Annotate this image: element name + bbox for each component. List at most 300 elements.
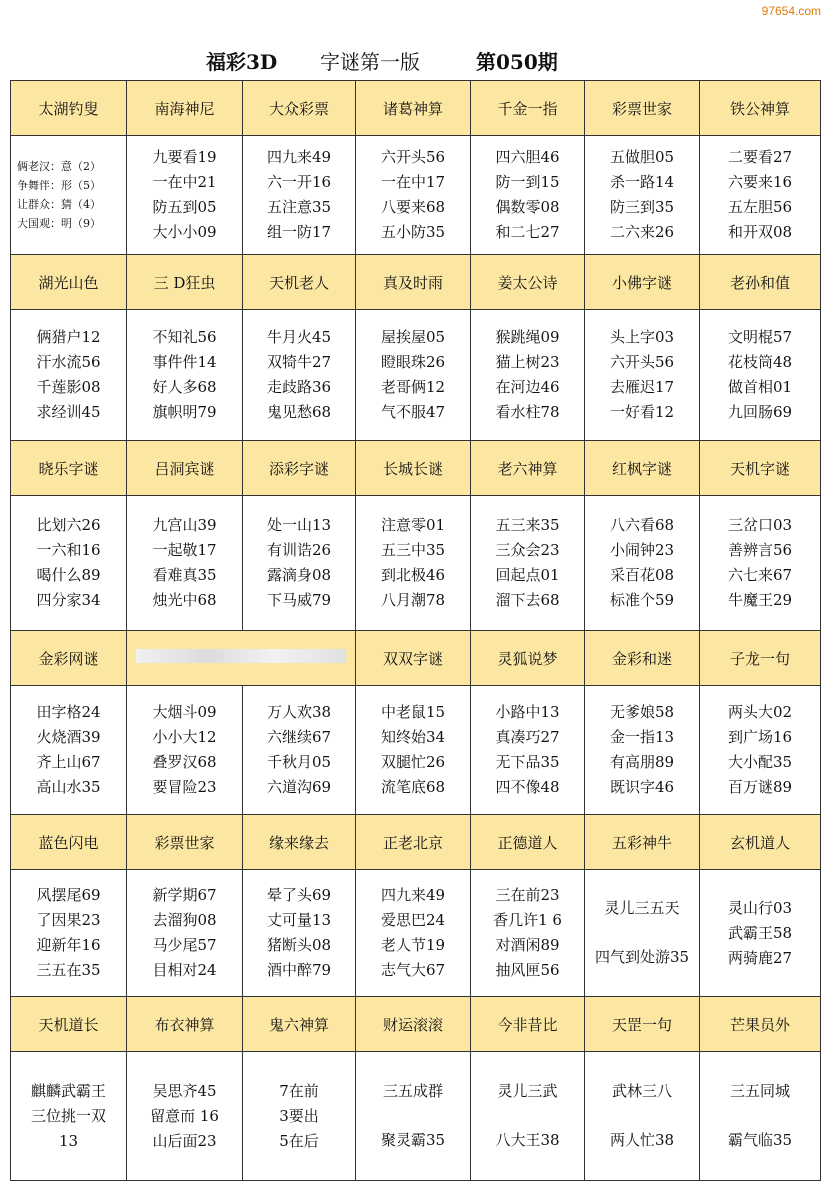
header-label: 大众彩票: [268, 99, 329, 118]
prediction-cell: [471, 310, 585, 441]
cell-line: 到广场16: [727, 728, 793, 746]
cell-line: 7在前: [279, 1081, 319, 1100]
cell-line: 小小大12: [152, 728, 217, 746]
cell-line: 灵儿三五天: [604, 899, 680, 917]
cell-line: 下马威79: [266, 591, 332, 609]
prediction-cell: [471, 870, 585, 997]
header-row: [11, 81, 821, 136]
cell-line: 防五到05: [152, 198, 217, 216]
header-label: 正德道人: [497, 833, 558, 852]
cell-line: 知终始34: [380, 728, 446, 746]
cell-line: 丈可量13: [266, 911, 332, 929]
header-label: 天机道长: [38, 1015, 99, 1034]
cell-line: 晕了头69: [266, 886, 332, 904]
prediction-row: [11, 1052, 821, 1181]
prediction-cell: [127, 870, 243, 997]
header-label: 老六神算: [497, 459, 558, 478]
prediction-cell: [11, 496, 127, 631]
cell-line: 六开头56: [380, 148, 446, 166]
header-label: 正老北京: [382, 833, 443, 852]
cell-line: 牛月火45: [266, 328, 332, 346]
column-header: [585, 631, 700, 686]
column-header: [127, 255, 243, 310]
header-label: 彩票世家: [154, 833, 215, 852]
cell-line: 灵山行03: [727, 898, 793, 917]
cell-line: 三五在35: [36, 961, 101, 979]
cell-line: 千秋月05: [266, 753, 332, 771]
cell-line: 万人欢38: [266, 703, 332, 721]
column-header: [127, 441, 243, 496]
cell-spacer: [471, 1104, 584, 1128]
cell-line: 三在前23: [495, 886, 560, 904]
cell-line: 回起点01: [495, 566, 560, 584]
cell-line: 到北极46: [380, 566, 446, 584]
header-label: 玄机道人: [729, 833, 790, 852]
cell-line: 大烟斗09: [152, 703, 217, 721]
header-label: 三 D狂虫: [153, 273, 216, 292]
prediction-cell: [127, 496, 243, 631]
header-label: 天罡一句: [611, 1015, 672, 1034]
header-label: 芒果员外: [729, 1015, 790, 1034]
site-watermark: 97654.com: [761, 4, 821, 18]
column-header: [243, 81, 356, 136]
prediction-cell: [356, 136, 471, 255]
cell-line: 百万谜89: [727, 778, 793, 796]
header-label: 长城长谜: [382, 459, 443, 478]
cell-line: 老哥俩12: [380, 378, 446, 396]
header-label: 太湖钓叟: [38, 99, 99, 118]
header-label: 吕洞宾谜: [154, 459, 215, 478]
cell-line: 俩老汉：意（2）: [17, 160, 101, 173]
cell-spacer: [585, 921, 699, 945]
cell-line: 四分家34: [36, 591, 101, 609]
cell-line: 两人忙38: [609, 1131, 675, 1149]
header-label: 姜太公诗: [497, 273, 558, 292]
cell-line: 标准个59: [609, 591, 675, 609]
prediction-cell: [585, 496, 700, 631]
cell-line: 霸气临35: [727, 1131, 793, 1149]
cell-line: 火烧酒39: [36, 728, 101, 746]
cell-line: 真凑巧27: [495, 728, 560, 746]
column-header: [585, 81, 700, 136]
cell-line: 和开双08: [727, 223, 793, 241]
cell-line: 猴跳绳09: [495, 328, 560, 346]
cell-line: 汗水流56: [36, 353, 101, 371]
cell-line: 五小防35: [380, 223, 446, 241]
cell-line: 和二七27: [495, 223, 560, 241]
cell-line: 了因果23: [36, 911, 101, 929]
column-header: [11, 81, 127, 136]
header-label: 今非昔比: [497, 1015, 558, 1034]
prediction-cell: [471, 136, 585, 255]
cell-line: 九要看19: [152, 148, 217, 166]
column-header: [11, 631, 127, 686]
cell-line: 齐上山67: [36, 753, 101, 771]
header-label: 双双字谜: [382, 649, 443, 668]
prediction-cell: [585, 1052, 700, 1181]
column-header: [356, 997, 471, 1052]
cell-line: 大小小09: [152, 223, 217, 241]
column-header: [243, 997, 356, 1052]
cell-line: 屋挨屋05: [380, 328, 446, 346]
cell-line: 新学期67: [152, 886, 217, 904]
cell-line: 小闹钟23: [609, 541, 675, 559]
cell-line: 处一山13: [266, 516, 332, 534]
cell-line: 叠罗汉68: [152, 753, 217, 771]
column-header: [243, 815, 356, 870]
column-header: [471, 997, 585, 1052]
cell-line: 3要出: [279, 1106, 319, 1125]
header-label: 天机字谜: [729, 459, 790, 478]
column-header: [471, 631, 585, 686]
prediction-cell: [243, 1052, 356, 1181]
column-header: [700, 441, 821, 496]
prediction-cell: [471, 1052, 585, 1181]
cell-line: 迎新年16: [36, 936, 101, 954]
prediction-cell: [11, 136, 127, 255]
cell-line: 让群众：猜（4）: [17, 198, 101, 211]
prediction-row: [11, 870, 821, 997]
header-row: [11, 631, 821, 686]
column-header: [127, 631, 356, 686]
column-header: [585, 997, 700, 1052]
cell-line: 争舞伴：形（5）: [17, 179, 101, 192]
cell-line: 文明棍57: [727, 328, 793, 346]
header-label: 金彩和迷: [611, 649, 672, 668]
prediction-cell: [700, 136, 821, 255]
cell-line: 要冒险23: [152, 778, 217, 796]
prediction-cell: [700, 686, 821, 815]
header-row: [11, 441, 821, 496]
prediction-cell: [356, 870, 471, 997]
cell-line: 溜下去68: [495, 591, 560, 609]
cell-line: 气不服47: [380, 403, 446, 421]
cell-line: 13: [58, 1131, 79, 1150]
cell-line: 二要看27: [727, 148, 793, 166]
page-title: [0, 46, 827, 74]
header-label: 天机老人: [268, 273, 329, 292]
cell-line: 猪断头08: [266, 936, 332, 954]
cell-line: 田字格24: [36, 703, 101, 721]
cell-line: 武林三八: [611, 1082, 672, 1100]
cell-line: 无爹娘58: [609, 703, 675, 721]
cell-line: 喝什么89: [36, 566, 101, 584]
cell-line: 灵儿三武: [497, 1082, 558, 1100]
cell-line: 三众会23: [495, 541, 560, 559]
cell-line: 无下品35: [495, 753, 560, 771]
cell-line: 一好看12: [609, 403, 675, 421]
cell-line: 八六看68: [609, 516, 675, 534]
column-header: [11, 997, 127, 1052]
cell-line: 旗帜明79: [152, 403, 217, 421]
header-label: 真及时雨: [382, 273, 443, 292]
prediction-cell: [127, 136, 243, 255]
cell-line: 六七来67: [727, 566, 793, 584]
column-header: [471, 255, 585, 310]
prediction-cell: [356, 310, 471, 441]
cell-line: 六开头56: [609, 353, 675, 371]
cell-line: 风摆尾69: [36, 886, 101, 904]
prediction-cell: [243, 136, 356, 255]
cell-line: 目相对24: [152, 961, 217, 979]
cell-line: 爱思巴24: [380, 911, 446, 929]
cell-line: 麒麟武霸王: [30, 1081, 106, 1100]
cell-line: 不知礼56: [152, 328, 217, 346]
cell-line: 流笔底68: [380, 778, 446, 796]
puzzle-table: [10, 80, 821, 1181]
header-row: [11, 815, 821, 870]
cell-line: 八要来68: [380, 198, 446, 216]
header-label: 五彩神牛: [611, 833, 672, 852]
prediction-cell: [471, 686, 585, 815]
column-header: [127, 997, 243, 1052]
prediction-row: [11, 136, 821, 255]
cell-line: 三五同城: [729, 1082, 790, 1100]
header-label: 布衣神算: [154, 1015, 215, 1034]
cell-line: 大国观：明（9）: [17, 217, 101, 230]
cell-line: 四九来49: [380, 886, 446, 904]
cell-line: 酒中醉79: [266, 961, 332, 979]
header-label: 子龙一句: [729, 649, 790, 668]
cell-line: 瞪眼珠26: [380, 353, 446, 371]
prediction-cell: [11, 310, 127, 441]
cell-line: 走歧路36: [266, 378, 332, 396]
header-label: 添彩字谜: [268, 459, 329, 478]
title-lottery: 福彩3D: [206, 50, 278, 74]
title-issue: 第050期: [476, 50, 558, 74]
prediction-cell: [700, 870, 821, 997]
cell-line: 六继续67: [266, 728, 332, 746]
cell-line: 烛光中68: [152, 591, 217, 609]
cell-line: 一六和16: [36, 541, 101, 559]
header-label: 小佛字谜: [611, 273, 672, 292]
cell-line: 花枝筒48: [727, 353, 793, 371]
cell-line: 双犄牛27: [266, 353, 332, 371]
prediction-cell: [585, 136, 700, 255]
cell-line: 比划六26: [36, 516, 101, 534]
header-label: 金彩网谜: [38, 649, 99, 668]
cell-line: 留意而 16: [150, 1106, 219, 1125]
column-header: [700, 255, 821, 310]
column-header: [700, 631, 821, 686]
column-header: [700, 997, 821, 1052]
cell-line: 山后面23: [152, 1131, 217, 1150]
column-header: [127, 81, 243, 136]
cell-line: 组一防17: [266, 223, 332, 241]
prediction-cell: [585, 686, 700, 815]
column-header: [585, 815, 700, 870]
prediction-cell: [585, 310, 700, 441]
cell-line: 聚灵霸35: [380, 1131, 446, 1149]
prediction-cell: [127, 686, 243, 815]
cell-line: 高山水35: [36, 778, 101, 796]
cell-line: 九回肠69: [727, 403, 793, 421]
cell-line: 俩猎户12: [36, 328, 101, 346]
prediction-cell: [127, 1052, 243, 1181]
cell-line: 小路中13: [495, 703, 560, 721]
column-header: [243, 441, 356, 496]
prediction-cell: [243, 686, 356, 815]
cell-line: 一在中21: [152, 173, 217, 191]
cell-line: 一在中17: [380, 173, 446, 191]
header-label: 灵狐说梦: [497, 649, 558, 668]
title-name: 字谜第一版: [320, 50, 420, 74]
header-row: [11, 997, 821, 1052]
cell-line: 求经训45: [36, 403, 101, 421]
cell-line: 九宫山39: [152, 516, 217, 534]
header-label: 财运滚滚: [382, 1015, 443, 1034]
cell-line: 五左胆56: [727, 198, 793, 216]
cell-line: 六一开16: [266, 173, 332, 191]
header-label: 诸葛神算: [382, 99, 443, 118]
header-label: 鬼六神算: [268, 1015, 329, 1034]
column-header: [11, 255, 127, 310]
cell-line: 牛魔王29: [727, 591, 793, 609]
cell-line: 香几许1 6: [493, 911, 562, 929]
column-header: [127, 815, 243, 870]
cell-line: 六道沟69: [266, 778, 332, 796]
cell-line: 做首相01: [727, 378, 793, 396]
cell-line: 双腿忙26: [380, 753, 446, 771]
cell-line: 老人节19: [380, 936, 446, 954]
column-header: [471, 81, 585, 136]
column-header: [471, 815, 585, 870]
cell-line: 看水柱78: [495, 403, 560, 421]
column-header: [11, 441, 127, 496]
prediction-cell: [356, 1052, 471, 1181]
cell-line: 五做胆05: [609, 148, 675, 166]
obscured-header: [136, 649, 346, 663]
cell-line: 头上字03: [609, 328, 675, 346]
column-header: [356, 631, 471, 686]
header-label: 缘来缘去: [268, 833, 329, 852]
cell-line: 去溜狗08: [152, 911, 217, 929]
cell-spacer: [356, 1104, 470, 1128]
header-label: 铁公神算: [729, 99, 790, 118]
cell-line: 四九来49: [266, 148, 332, 166]
header-label: 湖光山色: [38, 273, 99, 292]
cell-line: 杀一路14: [609, 173, 675, 191]
prediction-cell: [11, 870, 127, 997]
prediction-cell: [11, 686, 127, 815]
cell-line: 抽风匣56: [495, 961, 560, 979]
prediction-cell: [243, 870, 356, 997]
column-header: [700, 81, 821, 136]
column-header: [585, 441, 700, 496]
cell-line: 好人多68: [152, 378, 217, 396]
cell-line: 看难真35: [152, 566, 217, 584]
cell-line: 马少尾57: [152, 936, 217, 954]
cell-line: 偶数零08: [495, 198, 560, 216]
cell-spacer: [700, 1104, 820, 1128]
cell-line: 千莲影08: [36, 378, 101, 396]
prediction-row: [11, 310, 821, 441]
cell-line: 有高朋89: [609, 753, 675, 771]
cell-line: 中老鼠15: [380, 703, 446, 721]
cell-line: 既识字46: [609, 778, 675, 796]
header-label: 千金一指: [497, 99, 558, 118]
column-header: [356, 441, 471, 496]
column-header: [11, 815, 127, 870]
column-header: [700, 815, 821, 870]
column-header: [585, 255, 700, 310]
cell-line: 去雁迟17: [609, 378, 675, 396]
prediction-cell: [127, 310, 243, 441]
cell-line: 二六来26: [609, 223, 675, 241]
cell-line: 六要来16: [727, 173, 793, 191]
cell-line: 金一指13: [609, 728, 675, 746]
column-header: [356, 81, 471, 136]
cell-spacer: [585, 1104, 699, 1128]
cell-line: 八大王38: [495, 1131, 560, 1149]
cell-line: 武霸王58: [727, 923, 793, 942]
header-row: [11, 255, 821, 310]
cell-line: 五注意35: [266, 198, 332, 216]
cell-line: 注意零01: [380, 516, 446, 534]
cell-line: 有训诰26: [266, 541, 332, 559]
cell-line: 八月潮78: [380, 591, 446, 609]
prediction-cell: [356, 686, 471, 815]
cell-line: 吴思齐45: [152, 1081, 217, 1100]
column-header: [356, 815, 471, 870]
prediction-cell: [356, 496, 471, 631]
cell-line: 志气大67: [380, 961, 446, 979]
prediction-cell: [471, 496, 585, 631]
cell-line: 鬼见愁68: [266, 403, 332, 421]
prediction-row: [11, 496, 821, 631]
cell-line: 猫上树23: [495, 353, 560, 371]
cell-line: 五三中35: [380, 541, 446, 559]
prediction-cell: [243, 496, 356, 631]
header-label: 南海神尼: [154, 99, 215, 118]
cell-line: 三位挑一双: [30, 1106, 106, 1125]
header-label: 彩票世家: [611, 99, 672, 118]
cell-line: 四气到处游35: [594, 948, 690, 966]
cell-line: 两骑鹿27: [727, 948, 793, 967]
cell-line: 四不像48: [495, 778, 560, 796]
cell-line: 三五成群: [382, 1082, 443, 1100]
header-label: 红枫字谜: [611, 459, 672, 478]
cell-line: 防三到35: [609, 198, 675, 216]
cell-line: 采百花08: [609, 566, 675, 584]
column-header: [471, 441, 585, 496]
header-label: 老孙和值: [729, 273, 790, 292]
prediction-cell: [243, 310, 356, 441]
cell-line: 露滴身08: [266, 566, 332, 584]
cell-line: 5在后: [279, 1131, 319, 1150]
cell-line: 善辨言56: [727, 541, 793, 559]
header-label: 蓝色闪电: [38, 833, 99, 852]
header-label: 晓乐字谜: [38, 459, 99, 478]
prediction-cell: [700, 310, 821, 441]
cell-line: 防一到15: [495, 173, 560, 191]
cell-line: 事件件14: [152, 353, 217, 371]
cell-line: 大小配35: [727, 753, 793, 771]
cell-line: 一起敬17: [152, 541, 217, 559]
prediction-cell: [700, 496, 821, 631]
prediction-cell: [700, 1052, 821, 1181]
cell-line: 五三来35: [495, 516, 560, 534]
cell-line: 两头大02: [727, 703, 793, 721]
column-header: [356, 255, 471, 310]
prediction-row: [11, 686, 821, 815]
column-header: [243, 255, 356, 310]
prediction-cell: [11, 1052, 127, 1181]
cell-line: 在河边46: [495, 378, 560, 396]
cell-line: 三岔口03: [727, 516, 793, 534]
cell-line: 对酒闲89: [495, 936, 560, 954]
prediction-cell: [585, 870, 700, 997]
